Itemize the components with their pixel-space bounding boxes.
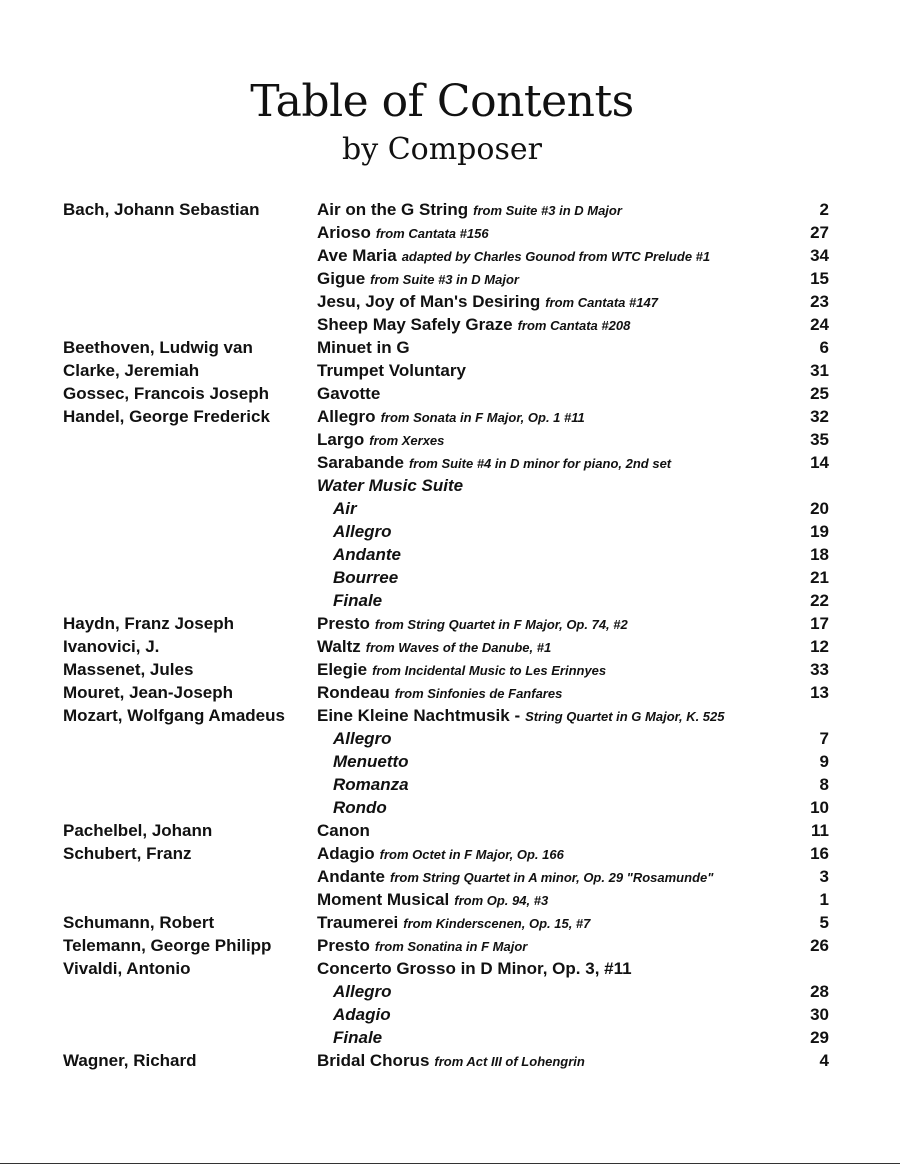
toc-row [0,750,900,773]
piece-title: Allegro [333,729,392,748]
piece-title: Elegie [317,660,368,679]
toc-row [0,221,900,244]
page-number: 14 [810,453,829,472]
piece-entry [317,405,585,429]
page-number: 34 [810,246,829,265]
toc-row [0,405,900,428]
piece-title: Trumpet Voluntary [317,361,466,380]
piece-entry [317,819,370,842]
toc-row [0,290,900,313]
composer-name: Schubert, Franz [63,844,192,863]
piece-title: Jesu, Joy of Man's Desiring [317,292,541,311]
page-number: 28 [810,982,829,1001]
piece-entry [317,313,630,337]
piece-title: Gigue [317,269,366,288]
page-number: 33 [810,660,829,679]
piece-entry [317,911,590,935]
piece-entry [333,1026,382,1049]
toc-row [0,727,900,750]
page-number: 22 [810,591,829,610]
composer-name: Bach, Johann Sebastian [63,200,260,219]
toc-row [0,796,900,819]
piece-entry [317,451,671,475]
piece-source: from Xerxes [369,433,445,448]
toc-row [0,1026,900,1049]
page-number: 7 [819,729,829,748]
page-number: 29 [810,1028,829,1047]
piece-title: Sheep May Safely Graze [317,315,513,334]
piece-source: from Suite #4 in D minor for piano, 2nd set [408,456,672,471]
piece-title: Waltz [317,637,361,656]
piece-title: Sarabande [317,453,404,472]
piece-source: adapted by Charles Gounod from WTC Prelude #1 [401,249,711,264]
piece-entry [317,221,489,245]
toc-row [0,888,900,911]
piece-entry [333,1003,391,1026]
piece-title: Rondo [333,798,387,817]
piece-entry [317,842,564,866]
piece-entry [317,658,606,682]
piece-entry [333,796,387,819]
piece-source: from Suite #3 in D Major [473,203,622,218]
toc-row [0,543,900,566]
piece-source: from String Quartet in F Major, Op. 74, #2 [374,617,628,632]
page-number: 31 [810,361,829,380]
page-number: 18 [810,545,829,564]
piece-title: Traumerei [317,913,399,932]
piece-entry [317,865,713,889]
page-number: 5 [819,913,829,932]
toc-row [0,658,900,681]
page-number: 13 [810,683,829,702]
piece-source: from Waves of the Danube, #1 [365,640,552,655]
piece-title: Eine Kleine Nachtmusik - [317,706,521,725]
piece-title: Adagio [317,844,375,863]
piece-entry [317,681,562,705]
page-number: 11 [811,821,829,840]
toc-row [0,313,900,336]
page-number: 25 [810,384,829,403]
piece-entry [333,773,409,796]
piece-source: from Kinderscenen, Op. 15, #7 [403,916,591,931]
piece-entry [317,612,628,636]
piece-entry [317,957,632,980]
page-number: 9 [819,752,829,771]
piece-title: Minuet in G [317,338,410,357]
piece-title: Adagio [333,1005,391,1024]
page-number: 2 [819,200,829,219]
page-number: 35 [810,430,829,449]
composer-name: Pachelbel, Johann [63,821,213,840]
toc-row [0,336,900,359]
piece-source: from Cantata #147 [545,295,658,310]
composer-name: Gossec, Francois Joseph [63,384,269,403]
piece-title: Romanza [333,775,409,794]
piece-entry [317,267,519,291]
page-number: 26 [810,936,829,955]
piece-title: Bourree [333,568,399,587]
piece-entry [333,566,398,589]
piece-source: from Sonatina in F Major [374,939,528,954]
page-number: 24 [810,315,829,334]
piece-entry [333,589,382,612]
piece-title: Finale [333,1028,383,1047]
piece-entry [333,497,357,520]
page-number: 21 [810,568,829,587]
toc-row [0,957,900,980]
page-number: 8 [819,775,829,794]
piece-entry [317,474,463,497]
piece-title: Largo [317,430,365,449]
piece-title: Gavotte [317,384,381,403]
piece-entry [317,198,622,222]
page-title: Table of Contents [250,76,634,127]
toc-row [0,635,900,658]
piece-source: from Op. 94, #3 [454,893,549,908]
page-number: 32 [810,407,829,426]
page-number: 1 [819,890,829,909]
toc-row [0,934,900,957]
piece-entry [317,428,444,452]
piece-source: String Quartet in G Major, K. 525 [525,709,725,724]
piece-source: from Sonata in F Major, Op. 1 #11 [380,410,585,425]
piece-title: Moment Musical [317,890,450,909]
piece-entry [317,382,380,405]
toc-row [0,359,900,382]
piece-entry [333,520,392,543]
composer-name: Clarke, Jeremiah [63,361,200,380]
composer-name: Massenet, Jules [63,660,194,679]
piece-source: from Cantata #208 [517,318,631,333]
toc-row [0,198,900,221]
composer-name: Beethoven, Ludwig van [63,338,253,357]
piece-source: from String Quartet in A minor, Op. 29 "Rosamunde" [390,870,714,885]
piece-entry [333,750,409,773]
piece-entry [317,359,466,382]
piece-entry [317,290,658,314]
composer-name: Mozart, Wolfgang Amadeus [63,706,285,725]
piece-source: from Sinfonies de Fanfares [394,686,563,701]
piece-title: Rondeau [317,683,390,702]
piece-title: Air [333,499,357,518]
piece-title: Bridal Chorus [317,1051,430,1070]
page-subtitle: by Composer [342,132,542,167]
page-number: 17 [810,614,829,633]
page-number: 12 [810,637,829,656]
page-number: 20 [810,499,829,518]
toc-row [0,681,900,704]
piece-entry [333,727,392,750]
piece-source: from Incidental Music to Les Erinnyes [372,663,607,678]
toc-row [0,566,900,589]
piece-entry [317,244,710,268]
page-number: 3 [819,867,829,886]
page-number: 30 [810,1005,829,1024]
page-number: 19 [810,522,829,541]
toc-row [0,704,900,727]
piece-title: Andante [333,545,401,564]
composer-name: Mouret, Jean-Joseph [63,683,234,702]
page-number: 16 [810,844,829,863]
page-number: 27 [810,223,829,242]
piece-entry [317,1049,585,1073]
composer-name: Ivanovici, J. [63,637,160,656]
piece-entry [317,635,551,659]
piece-title: Canon [317,821,370,840]
piece-source: from Cantata #156 [375,226,489,241]
toc-row [0,911,900,934]
piece-title: Finale [333,591,383,610]
toc-row [0,819,900,842]
toc-row [0,244,900,267]
page-number: 10 [810,798,829,817]
toc-row [0,428,900,451]
piece-title: Concerto Grosso in D Minor, Op. 3, #11 [317,959,632,978]
piece-title: Menuetto [333,752,409,771]
piece-title: Presto [317,936,370,955]
composer-name: Vivaldi, Antonio [63,959,191,978]
piece-entry [317,934,527,958]
toc-row [0,1003,900,1026]
toc-row [0,520,900,543]
page-number: 23 [810,292,829,311]
piece-title: Allegro [317,407,376,426]
piece-entry [317,704,725,728]
toc-row [0,589,900,612]
toc-row [0,865,900,888]
composer-name: Wagner, Richard [63,1051,197,1070]
piece-source: from Act III of Lohengrin [434,1054,585,1069]
piece-entry [333,980,392,1003]
toc-row [0,451,900,474]
piece-source: from Suite #3 in D Major [370,272,519,287]
piece-title: Allegro [333,982,392,1001]
page-number: 6 [819,338,829,357]
toc-row [0,980,900,1003]
composer-name: Schumann, Robert [63,913,215,932]
toc-row [0,1049,900,1072]
piece-title: Andante [317,867,385,886]
toc-row [0,267,900,290]
piece-title: Water Music Suite [317,476,464,495]
piece-entry [317,336,410,359]
piece-title: Arioso [317,223,371,242]
piece-source: from Octet in F Major, Op. 166 [379,847,564,862]
piece-title: Ave Maria [317,246,397,265]
composer-name: Telemann, George Philipp [63,936,272,955]
toc-list [0,198,900,1072]
page-number: 4 [819,1051,829,1070]
toc-row [0,474,900,497]
piece-title: Allegro [333,522,392,541]
piece-entry [333,543,401,566]
toc-row [0,612,900,635]
composer-name: Haydn, Franz Joseph [63,614,234,633]
piece-title: Presto [317,614,370,633]
toc-row [0,842,900,865]
page-number: 15 [810,269,829,288]
toc-row [0,773,900,796]
toc-row [0,382,900,405]
piece-entry [317,888,548,912]
composer-name: Handel, George Frederick [63,407,270,426]
toc-row [0,497,900,520]
piece-title: Air on the G String [317,200,469,219]
